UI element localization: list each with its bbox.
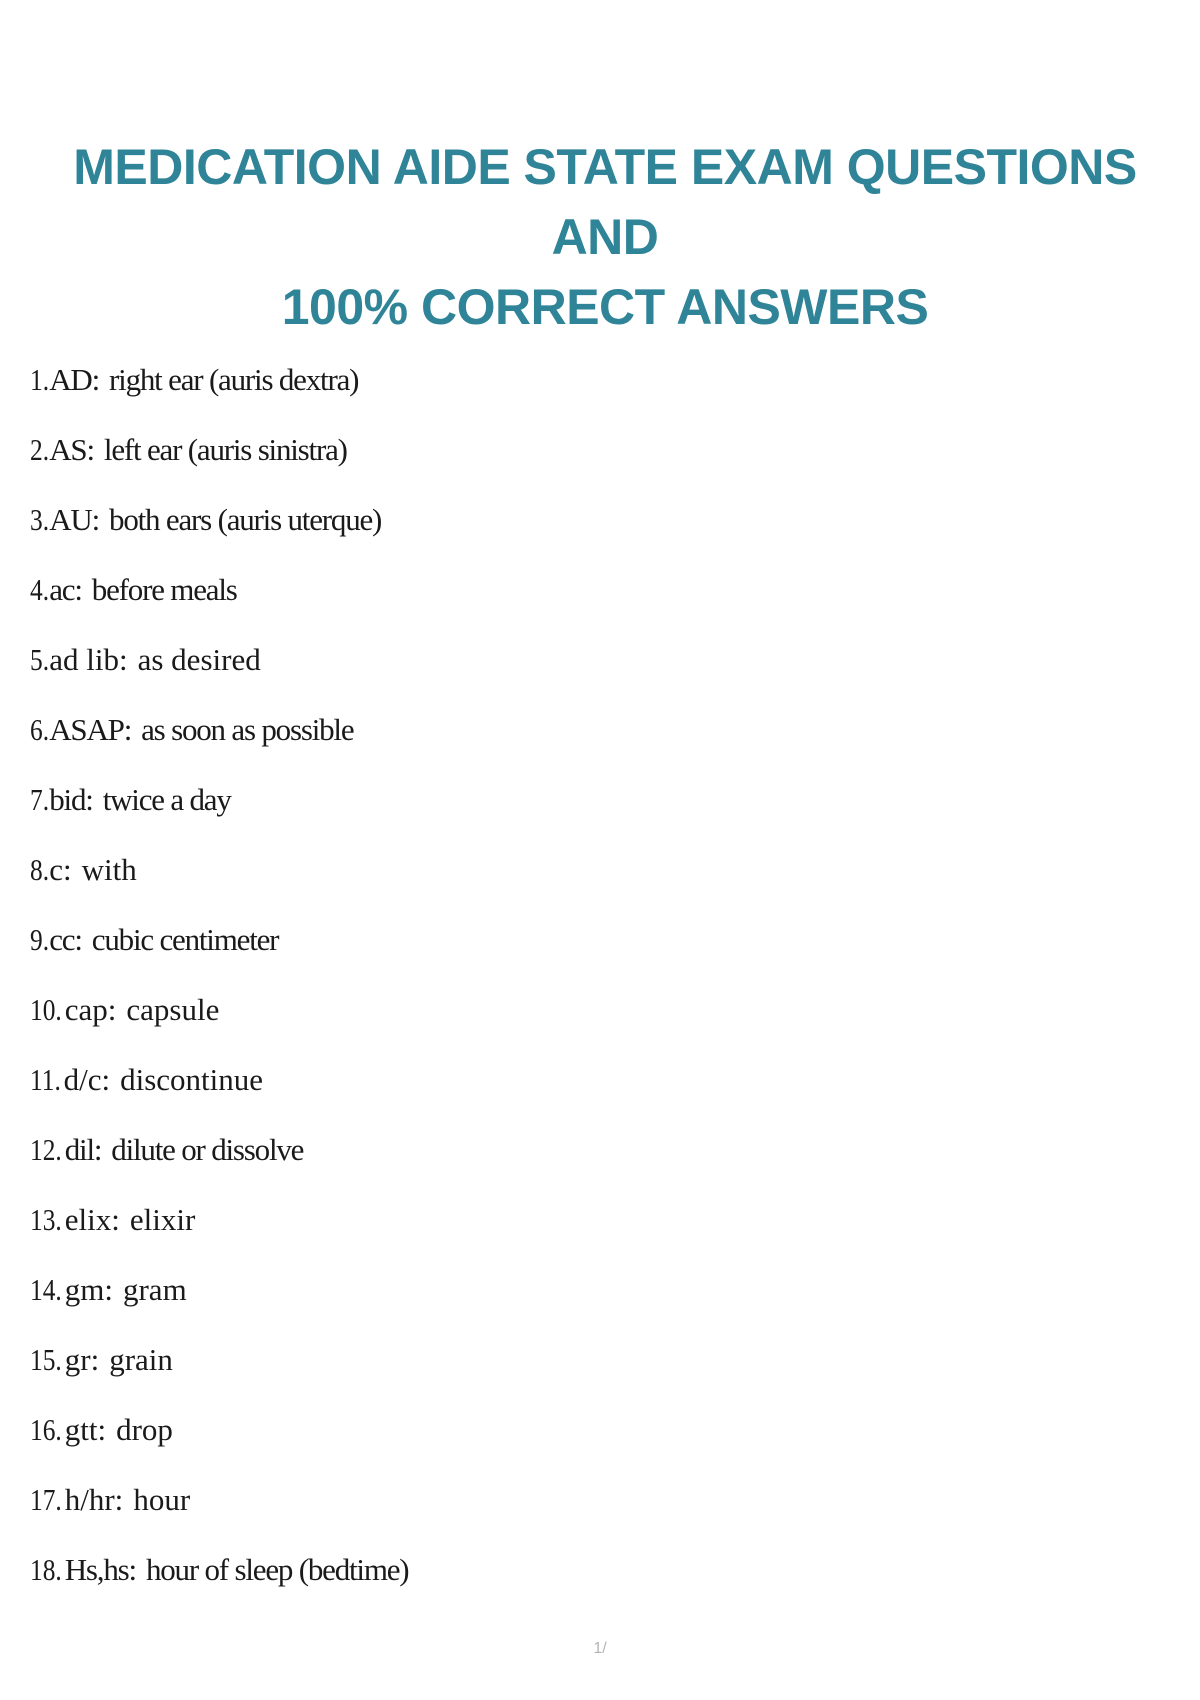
- item-number: 8.: [30, 852, 50, 887]
- item-definition: with: [81, 852, 137, 887]
- title-line-2: 100% CORRECT ANSWERS: [281, 279, 929, 335]
- list-item: [30, 360, 1130, 430]
- item-term: gm:: [64, 1272, 113, 1307]
- item-definition: gram: [122, 1272, 187, 1307]
- item-term: elix:: [64, 1202, 120, 1237]
- item-number: 11.: [30, 1062, 61, 1097]
- item-number: 15.: [30, 1342, 62, 1377]
- list-item: [30, 710, 1130, 780]
- list-item: [30, 1060, 1130, 1130]
- item-definition: before meals: [91, 572, 237, 607]
- list-item: [30, 1410, 1130, 1480]
- item-definition: cubic centimeter: [91, 922, 279, 957]
- item-definition: right ear (auris dextra): [109, 362, 359, 397]
- list-item: [30, 1480, 1130, 1550]
- item-number: 3.: [30, 502, 50, 537]
- item-number: 7.: [30, 782, 50, 817]
- item-definition: both ears (auris uterque): [109, 502, 382, 537]
- abbreviation-list: [30, 360, 1130, 1620]
- list-item: [30, 500, 1130, 570]
- item-number: 18.: [30, 1552, 62, 1587]
- list-item: [30, 990, 1130, 1060]
- list-item: [30, 430, 1130, 500]
- item-definition: dilute or dissolve: [111, 1132, 304, 1167]
- item-number: 12.: [30, 1132, 62, 1167]
- item-term: h/hr:: [64, 1482, 124, 1517]
- page-number: 1/: [593, 1640, 607, 1657]
- item-number: 14.: [30, 1272, 62, 1307]
- list-item: [30, 570, 1130, 640]
- item-term: AD:: [49, 362, 100, 397]
- item-definition: elixir: [129, 1202, 196, 1237]
- item-definition: hour of sleep (bedtime): [145, 1552, 409, 1587]
- item-term: gr:: [64, 1342, 100, 1377]
- item-definition: drop: [116, 1412, 173, 1447]
- item-definition: hour: [133, 1482, 191, 1517]
- list-item: [30, 640, 1130, 710]
- item-definition: as desired: [137, 642, 261, 677]
- title-line-1: MEDICATION AIDE STATE EXAM QUESTIONS AND: [73, 139, 1137, 265]
- list-item: [30, 920, 1130, 990]
- item-definition: twice a day: [102, 782, 231, 817]
- item-term: cc:: [49, 922, 82, 957]
- item-term: AU:: [49, 502, 100, 537]
- item-number: 10.: [30, 992, 62, 1027]
- item-term: cap:: [64, 992, 117, 1027]
- item-number: 6.: [30, 712, 50, 747]
- item-term: c:: [49, 852, 72, 887]
- item-definition: left ear (auris sinistra): [103, 432, 347, 467]
- item-term: dil:: [64, 1132, 102, 1167]
- item-term: Hs,hs:: [64, 1552, 136, 1587]
- item-number: 5.: [30, 642, 50, 677]
- list-item: [30, 1270, 1130, 1340]
- document-title: [40, 132, 1170, 342]
- item-term: bid:: [49, 782, 93, 817]
- item-number: 17.: [30, 1482, 62, 1517]
- item-term: ASAP:: [49, 712, 132, 747]
- item-term: d/c:: [63, 1062, 111, 1097]
- item-number: 9.: [30, 922, 50, 957]
- list-item: [30, 780, 1130, 850]
- list-item: [30, 1130, 1130, 1200]
- item-definition: discontinue: [120, 1062, 264, 1097]
- list-item: [30, 850, 1130, 920]
- item-term: ac:: [49, 572, 82, 607]
- item-number: 4.: [30, 572, 50, 607]
- item-number: 13.: [30, 1202, 62, 1237]
- item-term: ad lib:: [49, 642, 128, 677]
- item-definition: as soon as possible: [141, 712, 354, 747]
- item-definition: grain: [109, 1342, 173, 1377]
- item-number: 1.: [30, 362, 50, 397]
- list-item: [30, 1200, 1130, 1270]
- item-definition: capsule: [126, 992, 220, 1027]
- list-item: [30, 1550, 1130, 1620]
- item-number: 16.: [30, 1412, 62, 1447]
- item-term: gtt:: [64, 1412, 107, 1447]
- item-term: AS:: [49, 432, 94, 467]
- list-item: [30, 1340, 1130, 1410]
- item-number: 2.: [30, 432, 50, 467]
